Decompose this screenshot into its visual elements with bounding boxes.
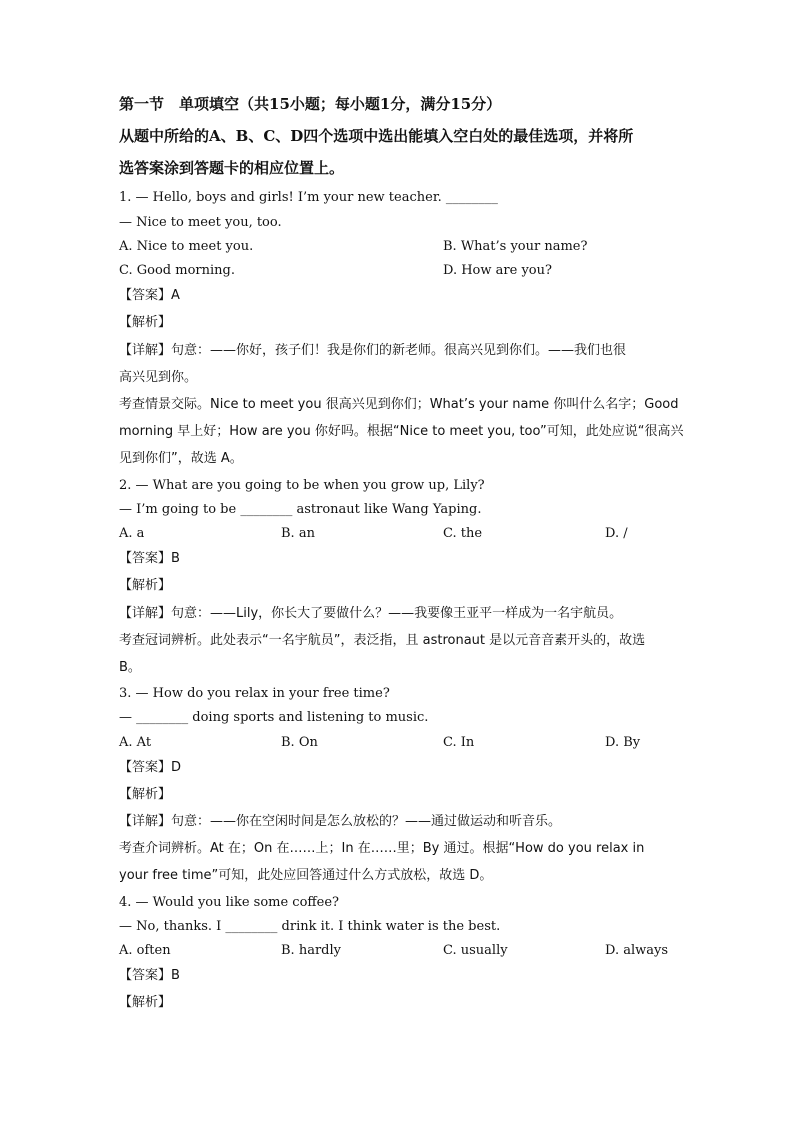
q1-stem: 1. — Hello, boys and girls! I’m your new teacher. ________ [119,190,498,205]
q4-option-d: D. always [605,943,669,958]
q2-detail-1: 【详解】句意：——Lily，你长大了要做什么？——我要像王亚平一样成为一名宇航员。 [119,606,623,621]
q3-option-a: A. At [119,735,152,750]
q1-detail-5: 见到你们”，故选 A。 [119,451,243,466]
q2-reply: — I’m going to be ________ astronaut like Wang Yaping. [119,502,482,517]
instruction-line-2: 选答案涂到答题卡的相应位置上。 [119,159,345,177]
q3-detail-2: 考查介词辨析。At 在；On 在……上；In 在……里；By 通过。根据“How do you relax in [119,841,645,856]
q1-detail-3: 考查情景交际。Nice to meet you 很高兴见到你们；What’s your name 你叫什么名字；Good [119,397,679,412]
q3-option-c: C. In [443,735,475,750]
q2-analysis-label: 【解析】 [119,578,172,593]
q2-detail-3: B。 [119,660,141,675]
q3-option-d: D. By [605,735,641,750]
q2-option-d: D. / [605,526,628,541]
q4-stem: 4. — Would you like some coffee? [119,895,340,910]
q4-option-b: B. hardly [281,943,341,958]
q3-detail-3: your free time”可知，此处应回答通过什么方式放松，故选 D。 [119,868,493,883]
q1-option-d: D. How are you? [443,263,552,278]
q3-reply: — ________ doing sports and listening to music. [119,710,429,725]
section-title: 第一节 单项填空（共15小题；每小题1分，满分15分） [119,95,502,113]
q2-option-b: B. an [281,526,315,541]
q3-option-b: B. On [281,735,318,750]
q2-answer: 【答案】B [119,551,180,566]
q2-option-a: A. a [119,526,145,541]
q3-stem: 3. — How do you relax in your free time? [119,686,390,701]
q1-detail-2: 高兴见到你。 [119,370,198,385]
q4-answer: 【答案】B [119,968,180,983]
q3-analysis-label: 【解析】 [119,787,172,802]
q1-detail-1: 【详解】句意：——你好，孩子们！我是你们的新老师。很高兴见到你们。——我们也很 [119,343,627,358]
q1-option-b: B. What’s your name? [443,239,588,254]
q1-answer: 【答案】A [119,288,180,303]
instruction-line-1: 从题中所给的A、B、C、D四个选项中选出能填入空白处的最佳选项，并将所 [119,127,634,145]
q1-option-c: C. Good morning. [119,263,235,278]
q3-detail-1: 【详解】句意：——你在空闲时间是怎么放松的？——通过做运动和听音乐。 [119,814,562,829]
q1-option-a: A. Nice to meet you. [119,239,254,254]
q4-option-a: A. often [119,943,171,958]
q3-answer: 【答案】D [119,760,182,775]
q2-detail-2: 考查冠词辨析。此处表示“一名宇航员”，表泛指，且 astronaut 是以元音音素开头的，故选 [119,633,646,648]
q2-stem: 2. — What are you going to be when you grow up, Lily? [119,478,485,493]
q1-detail-4: morning 早上好；How are you 你好吗。根据“Nice to meet you, too”可知，此处应说“很高兴 [119,424,684,439]
q2-option-c: C. the [443,526,483,541]
q4-analysis-label: 【解析】 [119,995,172,1010]
q1-analysis-label: 【解析】 [119,315,172,330]
q4-option-c: C. usually [443,943,508,958]
q4-reply: — No, thanks. I ________ drink it. I think water is the best. [119,919,501,934]
q1-reply: — Nice to meet you, too. [119,215,282,230]
